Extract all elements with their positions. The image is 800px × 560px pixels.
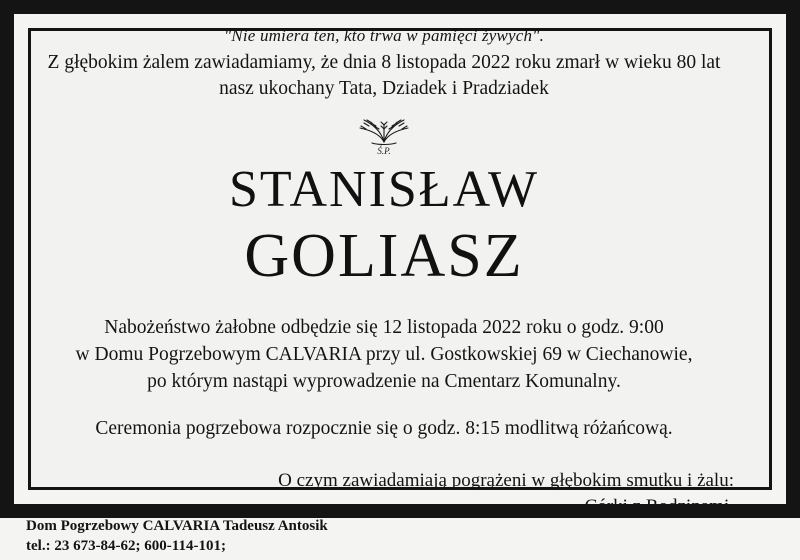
notice-content (24, 20, 744, 517)
funeral-home-name: Dom Pogrzebowy CALVARIA Tadeusz Antosik (26, 518, 328, 534)
ceremony-details: Ceremonia pogrzebowa rozpocznie się o godz. 8:15 modlitwą różańcową. (95, 417, 673, 439)
wheat-sheaf-sp-icon (324, 112, 444, 156)
announcement-intro (24, 50, 744, 102)
last-name: GOLIASZ (244, 222, 524, 290)
service-line-1: Nabożeństwo żałobne odbędzie się 12 listopada 2022 roku o godz. 9:00 (104, 317, 664, 338)
funeral-home-footer (26, 516, 328, 556)
memorial-quote: "Nie umiera ten, kto trwa w pamięci żywych". (223, 26, 545, 45)
sp-label: Ś.P. (377, 146, 391, 156)
service-details (24, 314, 744, 395)
closing-statement (24, 468, 744, 520)
service-line-3: po którym nastąpi wyprowadzenie na Cmentarz Komunalny. (147, 371, 621, 392)
service-line-2: w Domu Pogrzebowym CALVARIA przy ul. Gostkowskiej 69 w Ciechanowie, (75, 344, 693, 365)
announcement-intro-line1: Z głębokim żalem zawiadamiamy, że dnia 8 listopada 2022 roku zmarł w wieku 80 lat (47, 52, 721, 73)
closing-line-2: Córki z Rodzinami. (584, 495, 734, 517)
first-name: STANISŁAW (228, 161, 540, 218)
funeral-home-phone: tel.: 23 673-84-62; 600-114-101; (26, 538, 226, 554)
closing-line-1: O czym zawiadamiają pogrążeni w głębokim smutku i żalu: (278, 469, 734, 491)
deceased-name (24, 160, 744, 292)
announcement-intro-line2: nasz ukochany Tata, Dziadek i Pradziadek (219, 78, 549, 99)
